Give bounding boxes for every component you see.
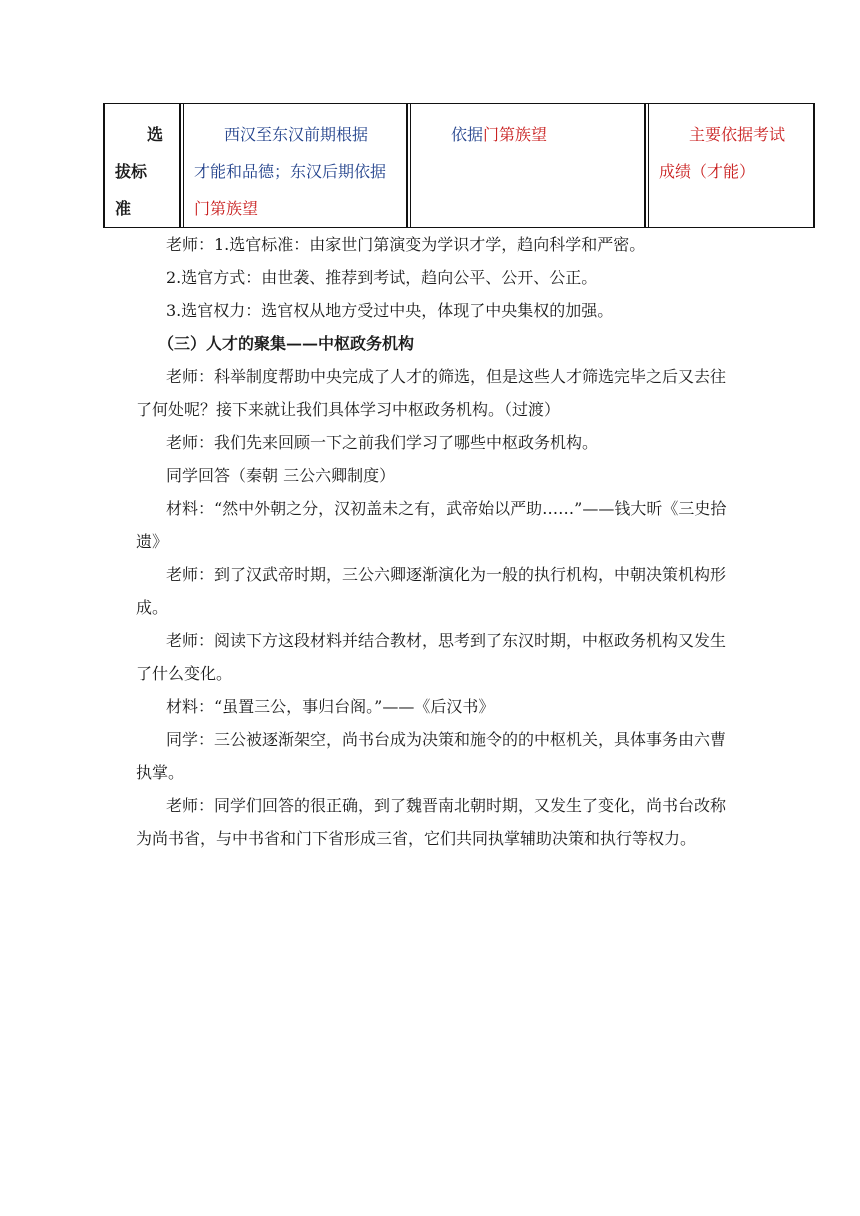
han-line-1: 西汉至东汉前期根据 xyxy=(224,125,369,144)
table-row xyxy=(104,104,814,227)
wei-jin-red: 门第族望 xyxy=(483,125,548,144)
paragraph: 材料：“然中外朝之分，汉初盖未之有，武帝始以严助……”——钱大昕《三史拾遗》 xyxy=(136,499,727,551)
keju-line-1: 主要依据考试 xyxy=(689,125,786,144)
paragraph: 材料：“虽置三公，事归台阁。”——《后汉书》 xyxy=(166,697,495,716)
paragraph: 2.选官方式：由世袭、推荐到考试，趋向公平、公开、公正。 xyxy=(166,268,598,287)
row-header-line: 准 xyxy=(115,199,132,218)
wei-jin-cell xyxy=(407,104,645,227)
han-cell xyxy=(180,104,407,227)
paragraph: 同学回答（秦朝 三公六卿制度） xyxy=(166,466,396,485)
paragraph: 老师：1.选官标准：由家世门第演变为学识才学，趋向科学和严密。 xyxy=(166,235,646,254)
wei-jin-line xyxy=(421,116,634,153)
row-header-line: 选 xyxy=(147,125,164,144)
han-line-3: 门第族望 xyxy=(194,199,259,218)
selection-standard-table xyxy=(103,103,815,228)
paragraph: 老师：阅读下方这段材料并结合教材，思考到了东汉时期，中枢政务机构又发生了什么变化。 xyxy=(136,631,727,683)
keju-cell xyxy=(645,104,814,227)
paragraph: 3.选官权力：选官权从地方受过中央，体现了中央集权的加强。 xyxy=(166,301,614,320)
keju-line-2: 成绩（才能） xyxy=(659,162,756,181)
row-header-cell xyxy=(104,104,180,227)
row-header-line: 拔标 xyxy=(115,162,148,181)
body-text xyxy=(136,228,736,855)
paragraph: 老师：科举制度帮助中央完成了人才的筛选，但是这些人才筛选完毕之后又去往了何处呢？接下来就让我们具体学习中枢政务机构。（过渡） xyxy=(136,367,727,419)
han-line-2: 才能和品德；东汉后期依据 xyxy=(194,162,387,181)
paragraph: 老师：我们先来回顾一下之前我们学习了哪些中枢政务机构。 xyxy=(166,433,599,452)
paragraph: 老师：到了汉武帝时期，三公六卿逐渐演化为一般的执行机构，中朝决策机构形成。 xyxy=(136,565,727,617)
section-heading: （三）人才的聚集——中枢政务机构 xyxy=(158,334,415,353)
paragraph: 同学：三公被逐渐架空，尚书台成为决策和施令的的中枢机关，具体事务由六曹执掌。 xyxy=(136,730,727,782)
paragraph: 老师：同学们回答的很正确，到了魏晋南北朝时期，又发生了变化，尚书台改称为尚书省，与中书省和门下省形成三省，它们共同执掌辅助决策和执行等权力。 xyxy=(136,796,727,848)
wei-jin-prefix: 依据 xyxy=(451,125,484,144)
